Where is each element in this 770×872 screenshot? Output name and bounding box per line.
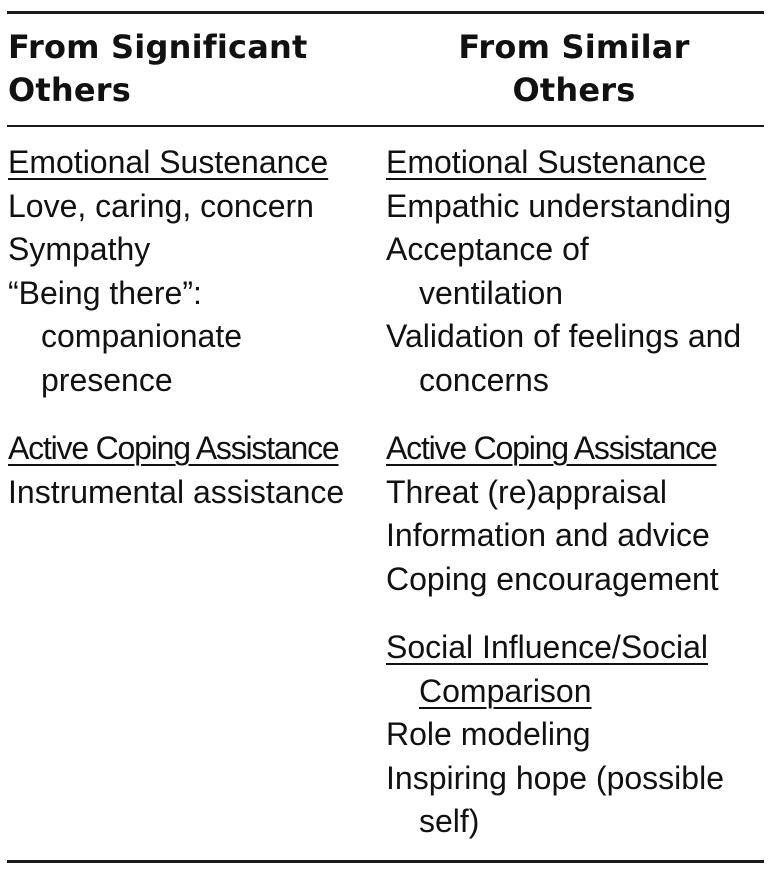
list-item: Love, caring, concern xyxy=(8,187,314,224)
section-heading: Active Coping Assistance xyxy=(8,430,339,466)
section-heading: Emotional Sustenance xyxy=(386,144,707,180)
active-coping-section xyxy=(386,427,766,601)
table-bottom-rule xyxy=(7,860,764,863)
list-item: Information and advice xyxy=(386,517,710,553)
list-item-continuation: presence xyxy=(41,361,173,398)
significant-others-column xyxy=(8,141,388,514)
section-heading: Active Coping Assistance xyxy=(386,430,717,466)
similar-others-column xyxy=(386,141,766,844)
list-item-continuation: self) xyxy=(419,803,480,839)
list-item-continuation: concerns xyxy=(419,361,549,398)
list-item: Instrumental assistance xyxy=(8,473,345,510)
section-heading-continuation: Comparison xyxy=(419,672,592,709)
section-heading: Social Influence/Social xyxy=(386,629,708,665)
emotional-sustenance-section xyxy=(8,141,388,402)
list-item: Inspiring hope (possible xyxy=(386,759,724,796)
list-item: Empathic understanding xyxy=(386,187,732,224)
column-header-similar-others: From Similar Others xyxy=(458,28,690,109)
table-top-rule xyxy=(7,11,764,14)
list-item: Threat (re)appraisal xyxy=(386,473,667,510)
list-item-continuation: companionate xyxy=(41,318,243,354)
section-heading: Emotional Sustenance xyxy=(8,144,329,180)
active-coping-section xyxy=(8,427,388,514)
emotional-sustenance-section xyxy=(386,141,766,402)
list-item-continuation: ventilation xyxy=(419,274,564,311)
column-header-significant-others: From Significant Others xyxy=(8,28,308,109)
list-item: Coping encouragement xyxy=(386,560,719,597)
list-item: Acceptance of xyxy=(386,231,589,267)
list-item: Validation of feelings and xyxy=(386,318,742,354)
header-rule xyxy=(7,125,764,127)
list-item: “Being there”: xyxy=(8,274,202,311)
social-influence-section xyxy=(386,626,766,844)
list-item: Role modeling xyxy=(386,716,591,752)
list-item: Sympathy xyxy=(8,231,151,267)
